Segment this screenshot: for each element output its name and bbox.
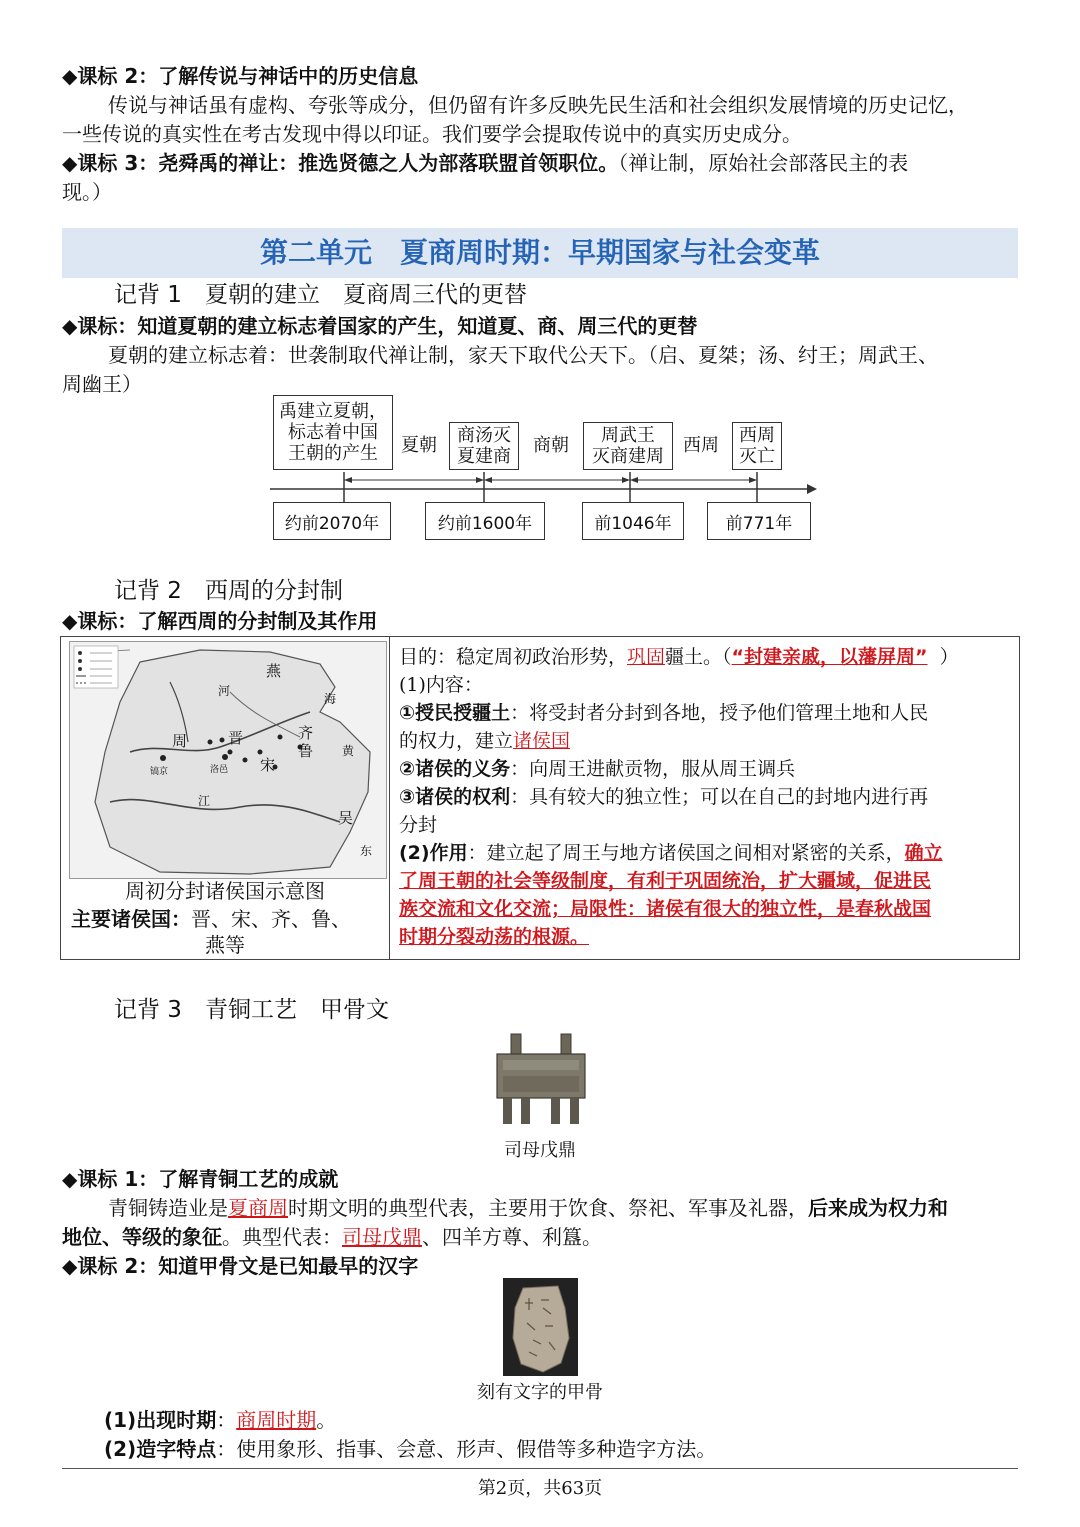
paragraph: 周幽王） (62, 372, 142, 396)
map-graphic (70, 642, 386, 878)
red-text: 司母戊鼎 (342, 1225, 422, 1249)
event-line: 标志着中国 (288, 422, 378, 443)
main-states (71, 905, 383, 933)
kb3-label: ◆课标 3：尧舜禹的禅让：推选贤德之人为部落联盟首领职位。 (62, 151, 619, 175)
page-number: 第2页，共63页 (477, 1478, 603, 1499)
text: ：向周王进献贡物，服从周王调兵 (510, 758, 796, 780)
date-zhou: 前1046年 (582, 502, 684, 540)
event-line: 商汤灭 (457, 425, 511, 446)
text: ：使用象形、指事、会意、形声、假借等多种造字方法。 (216, 1437, 717, 1461)
effect-line-3: 族交流和文化交流；局限性：诸侯有很大的独立性，是春秋战国 (399, 898, 932, 920)
map-label: 镐京 (150, 767, 169, 777)
oracle-bone-caption: 刻有文字的甲骨 (477, 1382, 603, 1403)
map-label: 东 (360, 844, 373, 858)
item-label: ③诸侯的权利 (399, 786, 511, 808)
label: (1)出现时期 (104, 1408, 217, 1432)
label: (2)造字特点 (104, 1437, 217, 1461)
map-label: 海 (324, 692, 337, 706)
curriculum-standard-3 (62, 149, 1020, 178)
event-line: 王朝的产生 (288, 443, 378, 464)
map-label: 江 (198, 794, 211, 808)
map-caption: 周初分封诸侯国示意图 (125, 879, 325, 903)
period-shang: 商朝 (533, 435, 569, 456)
event-xia-founding (273, 395, 393, 470)
content-item-2 (399, 755, 795, 783)
content-item-3-cont: 分封 (399, 814, 438, 836)
simuwu-ding-image (493, 1030, 589, 1126)
red-text: 确立 (904, 842, 943, 864)
red-text: 夏商周 (228, 1196, 288, 1220)
date-xia: 约前2070年 (273, 502, 391, 540)
event-line: 灭亡 (739, 446, 775, 467)
map-label: 晋 (228, 729, 244, 747)
red-quote: “封建亲戚，以藩屏周” (731, 646, 928, 668)
paragraph (62, 1223, 1020, 1252)
text: 青铜铸造业是 (108, 1196, 228, 1220)
period-xia: 夏朝 (401, 435, 437, 456)
text: 目的：稳定周初政治形势， (399, 646, 628, 668)
curriculum-standard-2: ◆课标 2：知道甲骨文是已知最早的汉字 (62, 1254, 419, 1278)
table-divider (389, 637, 390, 959)
content-item-1-cont (399, 727, 570, 755)
item-label: ②诸侯的义务 (399, 758, 511, 780)
event-line: 周武王 (601, 425, 655, 446)
main-states-text: 晋、宋、齐、鲁、 (191, 907, 351, 931)
text: ：建立起了周王与地方诸侯国之间相对紧密的关系， (467, 842, 905, 864)
text: ：将受封者分封到各地，授予他们管理土地和人民 (510, 702, 929, 724)
event-line: 灭商建周 (592, 446, 664, 467)
paragraph: 夏朝的建立标志着：世袭制取代禅让制，家天下取代公天下。（启、夏桀；汤、纣王；周武王、 (108, 343, 938, 367)
map-label: 宋 (260, 756, 276, 774)
curriculum-standard-1: ◆课标 1：了解青铜工艺的成就 (62, 1167, 339, 1191)
bold-text: 地位、等级的象征 (62, 1225, 222, 1249)
content-item-1 (399, 699, 928, 727)
curriculum-standard: ◆课标：了解西周的分封制及其作用 (62, 609, 378, 633)
ding-caption: 司母戊鼎 (504, 1140, 576, 1161)
text: ： (216, 1408, 237, 1432)
purpose-line (399, 643, 959, 671)
oracle-bone-image (503, 1278, 578, 1376)
period-western-zhou: 西周 (683, 435, 719, 456)
jibei-2-title: 记背 2 西周的分封制 (114, 578, 343, 604)
jibei-3-title: 记背 3 青铜工艺 甲骨文 (114, 997, 389, 1023)
effect-line-2: 了周王朝的社会等级制度，有利于巩固统治，扩大疆域，促进民 (399, 870, 932, 892)
unit-title-banner: 第二单元 夏商周时期：早期国家与社会变革 (62, 228, 1018, 278)
text: ） (939, 646, 959, 668)
map-label: 洛邑 (210, 765, 229, 775)
item-label: (2)作用 (399, 842, 468, 864)
event-western-zhou-fall (732, 422, 782, 470)
date-shang: 约前1600年 (425, 502, 545, 540)
content-heading: (1)内容： (399, 674, 483, 696)
event-line: 西周 (739, 425, 775, 446)
date-zhou-fall: 前771年 (707, 502, 811, 540)
map-label: 河 (218, 684, 231, 698)
kb2-label: ◆课标 2：了解传说与神话中的历史信息 (62, 64, 419, 88)
map-label: 吴 (338, 809, 354, 827)
enfeoffment-table (60, 636, 1020, 960)
oracle-features (104, 1435, 1062, 1464)
map-label: 周 (172, 732, 188, 750)
map-label: 鲁 (298, 742, 314, 760)
red-text: 巩固 (627, 646, 666, 668)
effect-line (399, 839, 943, 867)
oracle-bone-illustration (503, 1278, 578, 1376)
paragraph: 现。） (62, 180, 112, 204)
main-states-cont: 燕等 (205, 933, 245, 957)
jibei-1-title: 记背 1 夏朝的建立 夏商周三代的更替 (114, 282, 527, 308)
text: 的权力，建立 (399, 730, 514, 752)
footer-divider (62, 1468, 1018, 1469)
content-item-3 (399, 783, 928, 811)
text: 时期文明的典型代表，主要用于饮食、祭祀、军事及礼器， (288, 1196, 808, 1220)
effect-line-4: 时期分裂动荡的根源。 (399, 926, 590, 948)
event-line: 夏建商 (457, 446, 511, 467)
event-zhou-founding (583, 422, 673, 470)
text: ：具有较大的独立性；可以在自己的封地内进行再 (510, 786, 929, 808)
dynasty-timeline (262, 392, 822, 544)
event-line: 禹建立夏朝， (279, 401, 387, 422)
ding-illustration (493, 1030, 589, 1126)
map-label: 齐 (298, 724, 314, 742)
kb3-tail: （禅让制，原始社会部落民主的表 (618, 151, 909, 175)
bold-text: 后来成为权力和 (808, 1196, 948, 1220)
text: 。典型代表： (222, 1225, 342, 1249)
paragraph (62, 1194, 1020, 1223)
red-text: 诸侯国 (513, 730, 571, 752)
map-label: 燕 (266, 662, 282, 680)
paragraph: 传说与神话虽有虚构、夸张等成分，但仍留有许多反映先民生活和社会组织发展情境的历史记忆， (108, 93, 968, 117)
zhou-enfeoffment-map (69, 641, 387, 879)
oracle-period (104, 1406, 1062, 1435)
red-text: 商周时期 (236, 1408, 317, 1432)
text: 。 (316, 1408, 337, 1432)
item-label: ①授民授疆土 (399, 702, 511, 724)
main-states-label: 主要诸侯国： (71, 907, 191, 931)
text: 疆土。（ (665, 646, 732, 668)
text: 、四羊方尊、利簋。 (422, 1225, 602, 1249)
curriculum-standard-2 (62, 62, 1020, 91)
curriculum-standard: ◆课标：知道夏朝的建立标志着国家的产生，知道夏、商、周三代的更替 (62, 314, 698, 338)
map-label: 黄 (342, 744, 355, 758)
event-shang-founding (449, 422, 519, 470)
paragraph: 一些传说的真实性在考古发现中得以印证。我们要学会提取传说中的真实历史成分。 (62, 122, 802, 146)
